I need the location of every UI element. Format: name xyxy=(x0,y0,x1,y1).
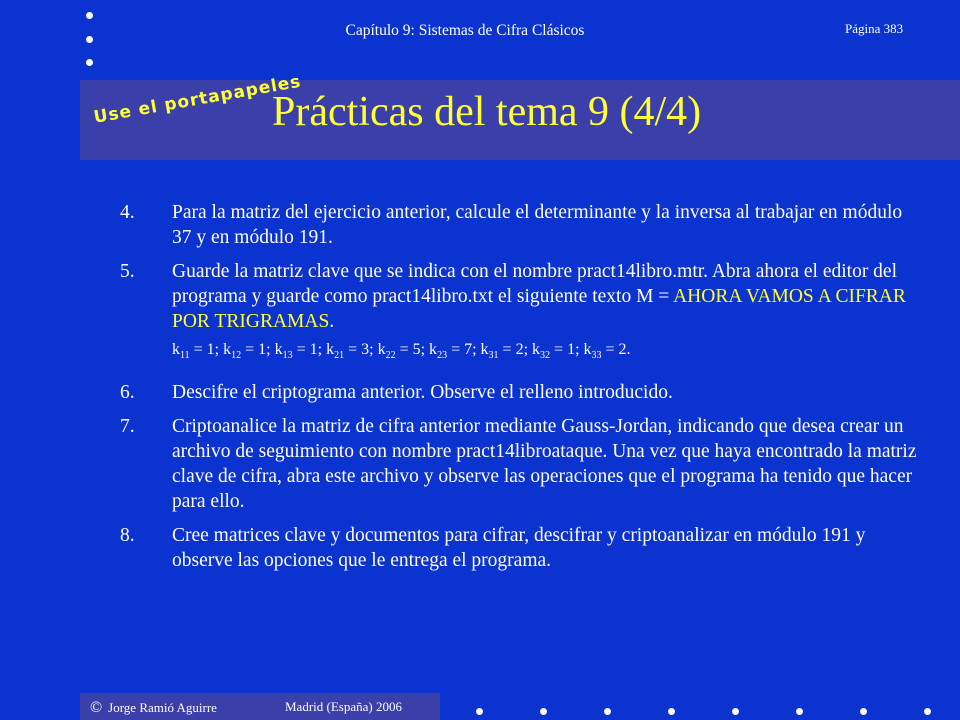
list-item xyxy=(120,523,920,573)
key-subscript: 22 xyxy=(385,350,396,362)
key-value: 2 xyxy=(515,341,524,358)
key-value: 2 xyxy=(618,341,627,358)
item-text-tail: . xyxy=(329,311,335,332)
item-text: Descifre el criptograma anterior. Observe el relleno introducido. xyxy=(172,382,673,404)
item-number: 7. xyxy=(120,416,135,438)
decorative-dot xyxy=(668,708,675,715)
list-item xyxy=(120,200,920,250)
key-value: 1 xyxy=(309,341,318,358)
item-text: Guarde la matriz clave que se indica con el nombre pract14libro.mtr. Abra ahora el editor del programa y guarde como pract14libro.txt el siguiente texto M = xyxy=(172,261,898,307)
decorative-dot xyxy=(86,12,93,19)
exercise-list xyxy=(120,200,920,582)
footer-place: Madrid (España) 2006 xyxy=(285,699,402,714)
chapter-header: Capítulo 9: Sistemas de Cifra Clásicos xyxy=(345,22,585,39)
item-text: Cree matrices clave y documentos para cifrar, descifrar y criptoanalizar en módulo 191 y observe las opciones que le entrega el programa. xyxy=(172,525,866,572)
decorative-dot xyxy=(604,708,611,715)
decorative-dot xyxy=(540,708,547,715)
list-item xyxy=(120,380,920,405)
decorative-dot xyxy=(732,708,739,715)
key-matrix-line: $k_{11} = 1$; $k_{12} = 1$; $k_{13} = 1$; $k_{21} = 3$; $k_{22} = 5$; $k_{23} = 7$; $k_{31} = 2$; $k_{32} = 1$; $k_{33} = 2$. xyxy=(172,341,631,362)
footer-author xyxy=(90,699,217,717)
key-subscript: 33 xyxy=(591,350,602,362)
key-subscript: 13 xyxy=(282,350,293,362)
key-subscript: 32 xyxy=(540,350,551,362)
clipboard-label: Use el portapapeles xyxy=(92,71,303,128)
list-item xyxy=(120,259,920,334)
key-value: 5 xyxy=(412,341,421,358)
author-name: Jorge Ramió Aguirre xyxy=(108,700,217,715)
key-value: 3 xyxy=(361,341,370,358)
decorative-dot xyxy=(924,708,931,715)
item-text: Criptoanalice la matriz de cifra anterior mediante Gauss-Jordan, indicando que desea crear un archivo de seguimiento con nombre pract14libroataque. Una vez que haya encontrado la matriz clave de cifra, abra este archivo y observe las operaciones que el programa ha tenido que hacer para ello. xyxy=(172,416,917,513)
key-value: 1 xyxy=(567,341,576,358)
key-subscript: 23 xyxy=(437,350,448,362)
item-number: 8. xyxy=(120,525,135,547)
item-number: 4. xyxy=(120,202,135,223)
key-subscript: 21 xyxy=(334,350,345,362)
highlighted-text: AHORA VAMOS A CIFRAR POR TRIGRAMAS xyxy=(172,286,906,332)
copyright-symbol: © xyxy=(90,699,103,716)
decorative-dot xyxy=(860,708,867,715)
list-item xyxy=(120,414,920,514)
key-value: 1 xyxy=(206,341,215,358)
key-subscript: 12 xyxy=(231,350,242,362)
decorative-dot xyxy=(476,708,483,715)
item-text: Para la matriz del ejercicio anterior, calcule el determinante y la inversa al trabajar en módulo 37 y en módulo 191. xyxy=(172,202,903,248)
item-text-container xyxy=(172,259,920,334)
key-subscript: 31 xyxy=(488,350,499,362)
decorative-dot xyxy=(86,59,93,66)
key-value: 1 xyxy=(258,341,267,358)
slide-title: Prácticas del tema 9 (4/4) xyxy=(272,89,702,135)
key-subscript: 11 xyxy=(180,350,190,362)
key-value: 7 xyxy=(464,341,473,358)
page-number: Página 383 xyxy=(845,21,904,36)
decorative-dot xyxy=(796,708,803,715)
item-number: 5. xyxy=(120,261,135,282)
item-number: 6. xyxy=(120,382,135,404)
